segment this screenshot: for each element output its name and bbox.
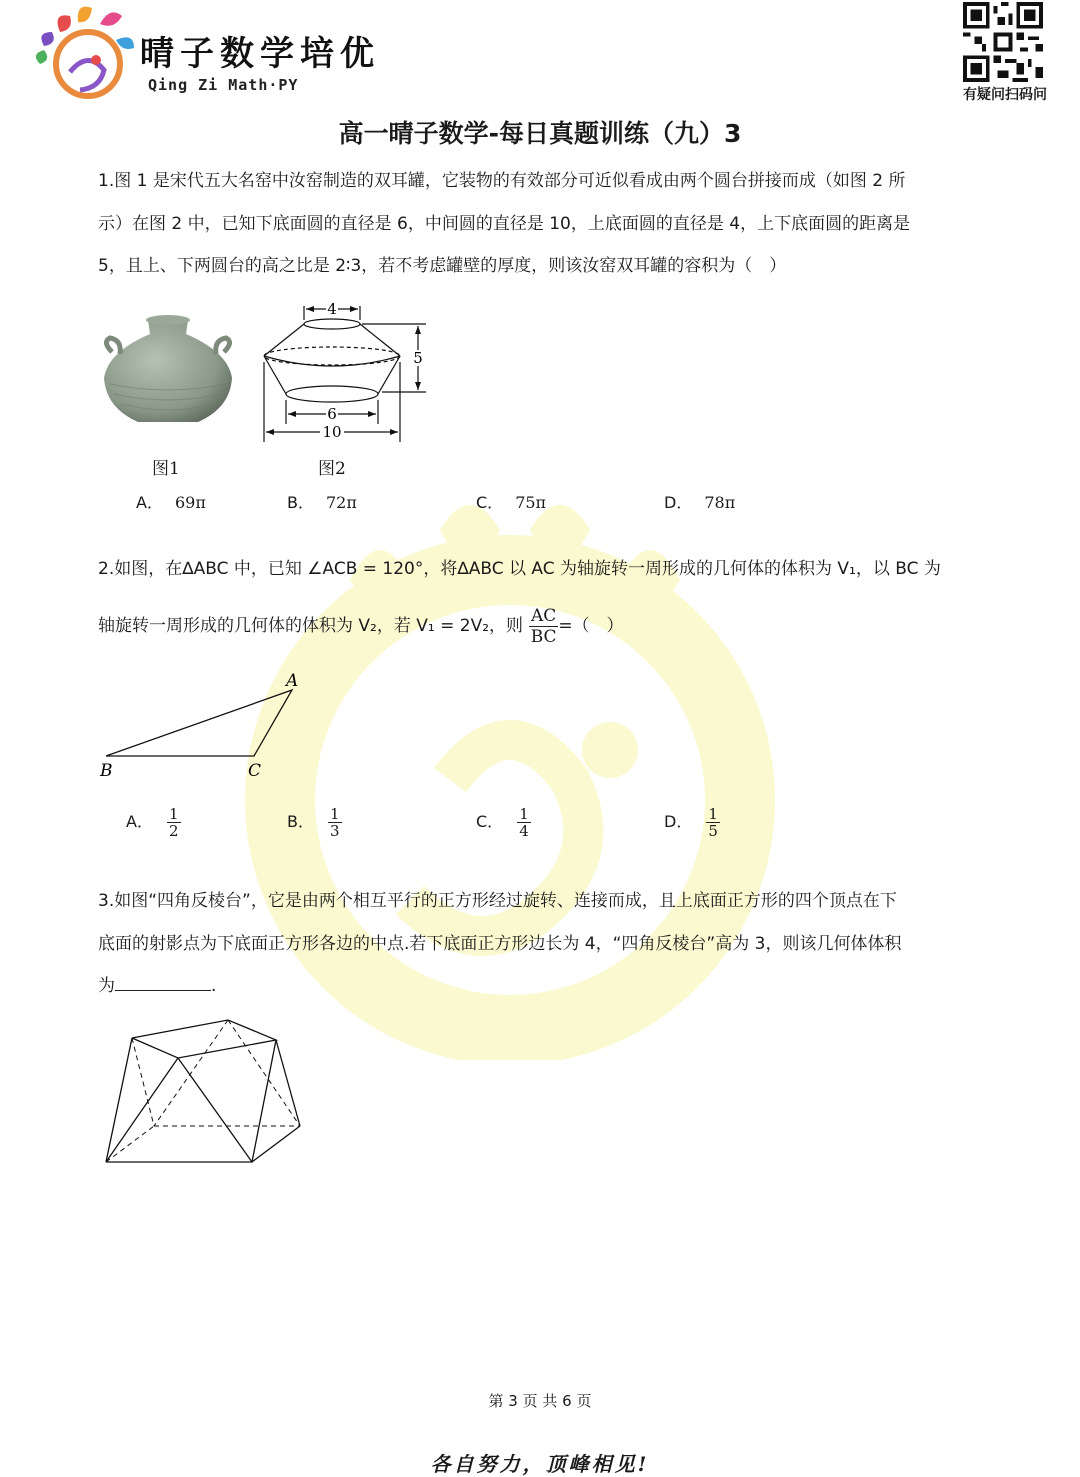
question-3-text: [98, 880, 988, 1008]
q1-option-d[interactable]: D． 78π: [664, 493, 736, 512]
q1-option-c[interactable]: C． 75π: [476, 493, 547, 512]
q2-line-2: 轴旋转一周形成的几何体的体积为 V₂，若 V₁ = 2V₂，则 $\frac{AC}{BC}$ =（ ）: [98, 605, 624, 647]
brand-name-cn: 晴子数学培优: [140, 34, 380, 74]
answer-blank[interactable]: [115, 972, 211, 991]
q2-option-b[interactable]: B． $\frac{1}{3}$: [287, 805, 340, 840]
q2-option-c[interactable]: C． $\frac{1}{4}$: [476, 805, 529, 840]
figure-2-caption: 图2: [318, 459, 346, 479]
q2-option-d[interactable]: D． $\frac{1}{5}$: [664, 805, 718, 840]
jar-photo: [98, 312, 238, 432]
q3-line-1: 3.如图“四角反棱台”，它是由两个相互平行的正方形经过旋转、连接而成，且上底面正方形的四个顶点在下: [98, 891, 897, 911]
dim-bottom-label: 6: [327, 405, 337, 423]
q1-option-b[interactable]: B． 72π: [287, 493, 357, 512]
q2-line-1: 2.如图，在∆ABC 中，已知 ∠ACB = 120°，将∆ABC 以 AC 为轴旋转一周形成的几何体的体积为 V₁，以 BC 为: [98, 559, 941, 579]
q1-line-2: 示）在图 2 中，已知下底面圆的直径是 6，中间圆的直径是 10，上底面圆的直径是 4，上下底面圆的距离是: [98, 213, 911, 234]
page-title: 高一晴子数学-每日真题训练（九）3: [338, 119, 742, 148]
q2-option-a[interactable]: A． $\frac{1}{2}$: [126, 805, 179, 840]
qr-code-icon[interactable]: [962, 2, 1044, 82]
dim-middle-label: 10: [322, 423, 342, 441]
vertex-c-label: C: [248, 761, 262, 781]
q1-line-1: 1.图 1 是宋代五大名窑中汝窑制造的双耳罐，它装物的有效部分可近似看成由两个圆台拼接而成（如图 2 所: [98, 171, 906, 191]
page-number: 第 3 页 共 6 页: [488, 1392, 592, 1410]
qr-caption: 有疑问扫码问: [963, 87, 1047, 103]
q1-option-a[interactable]: A． 69π: [136, 493, 206, 512]
antiprism-diagram: [100, 1016, 306, 1168]
vertex-a-label: A: [286, 671, 299, 691]
question-1-text: [98, 160, 988, 288]
triangle-abc-diagram: [96, 670, 316, 782]
dim-top-label: 4: [327, 300, 337, 318]
q3-line-2: 底面的射影点为下底面正方形各边的中点.若下底面正方形边长为 4，“四角反棱台”高为 3，则该几何体体积: [98, 933, 902, 954]
frustum-diagram: [256, 296, 436, 446]
q3-line-3: 为 .: [98, 965, 988, 1008]
motto: 各自努力，顶峰相见!: [430, 1452, 650, 1476]
brand-name-en: Qing Zi Math·PY: [148, 76, 299, 94]
dim-height-label: 5: [413, 349, 423, 367]
vertex-b-label: B: [100, 761, 113, 781]
brand-logo-icon: [30, 2, 140, 102]
q1-line-3: 5，且上、下两圆台的高之比是 2∶3，若不考虑罐壁的厚度，则该汝窑双耳罐的容积为（ ）: [98, 256, 787, 276]
figure-1-caption: 图1: [152, 459, 180, 479]
